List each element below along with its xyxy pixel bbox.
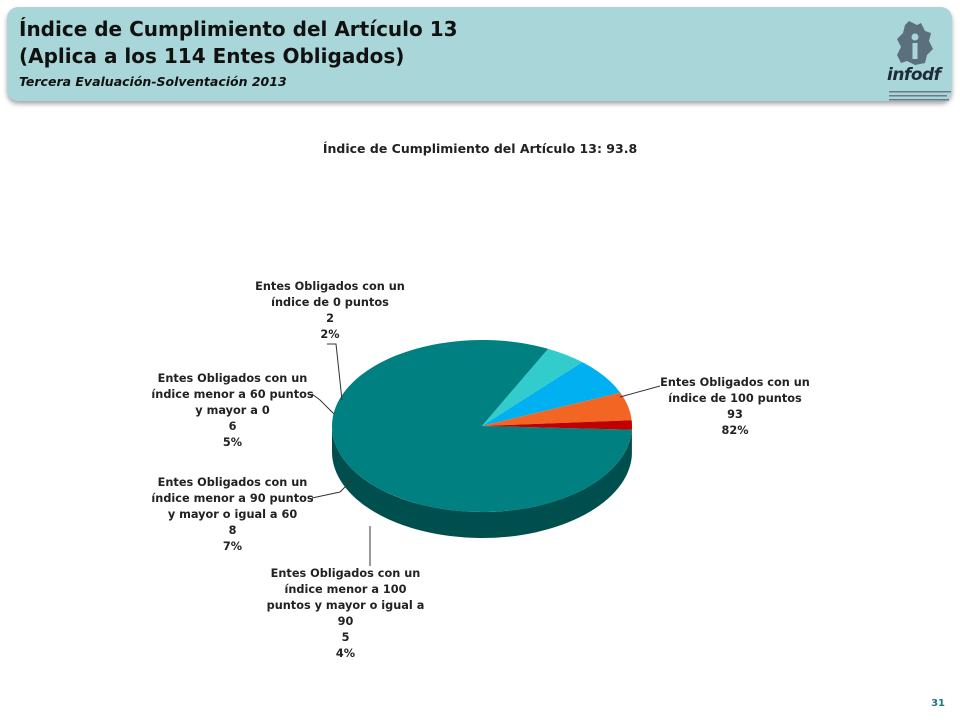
slice-label-line: Entes Obligados con un — [270, 567, 421, 580]
slice-label-line: índice menor a 100 — [284, 583, 407, 596]
slice-label-line: índice de 100 puntos — [668, 392, 802, 405]
slice-label-line: Entes Obligados con un — [255, 280, 405, 293]
slice-label-line: 90 — [337, 615, 354, 628]
page-title: Índice de Cumplimiento del Artículo 13 — [19, 17, 458, 41]
slice-label — [240, 279, 420, 343]
slice-label-line: índice menor a 60 puntos — [151, 388, 314, 401]
page-number: 31 — [931, 698, 945, 709]
slice-label-line: 4% — [335, 647, 356, 660]
slice-label-line: Entes Obligados con un — [157, 476, 308, 489]
slice-label-line: Entes Obligados con un — [157, 372, 308, 385]
slice-label-line: índice de 0 puntos — [271, 296, 389, 309]
slice-label-line: 2% — [320, 328, 340, 341]
chart-title: Índice de Cumplimiento del Artículo 13: 93.8 — [322, 141, 638, 156]
page-subtitle: Tercera Evaluación-Solventación 2013 — [19, 74, 287, 89]
slice-label-line: 7% — [222, 540, 243, 553]
leader-line — [327, 344, 342, 400]
logo-text: infodf — [887, 65, 941, 85]
slice-label-line: Entes Obligados con un — [660, 376, 810, 389]
slice-label-line: 5 — [341, 631, 350, 644]
pie-top-group — [332, 340, 632, 512]
slice-label-line: índice menor a 90 puntos — [151, 492, 314, 505]
slice-label-line: y mayor a 0 — [195, 404, 270, 417]
page-title-line2: (Aplica a los 114 Entes Obligados) — [19, 44, 405, 68]
slice-label — [258, 566, 433, 662]
slice-label-line: y mayor o igual a 60 — [167, 508, 298, 521]
slice-label-line: 5% — [222, 436, 243, 449]
slice-label-line: 82% — [721, 424, 749, 437]
slice-label-line: 8 — [228, 524, 237, 537]
slice-label — [140, 371, 325, 451]
slice-label-line: 2 — [326, 312, 334, 325]
slice-label-line: 6 — [228, 420, 237, 433]
slice-label-line: 93 — [727, 408, 743, 421]
slice-label — [140, 475, 325, 555]
slice-label — [640, 375, 830, 439]
slice-label-line: puntos y mayor o igual a — [266, 599, 425, 612]
